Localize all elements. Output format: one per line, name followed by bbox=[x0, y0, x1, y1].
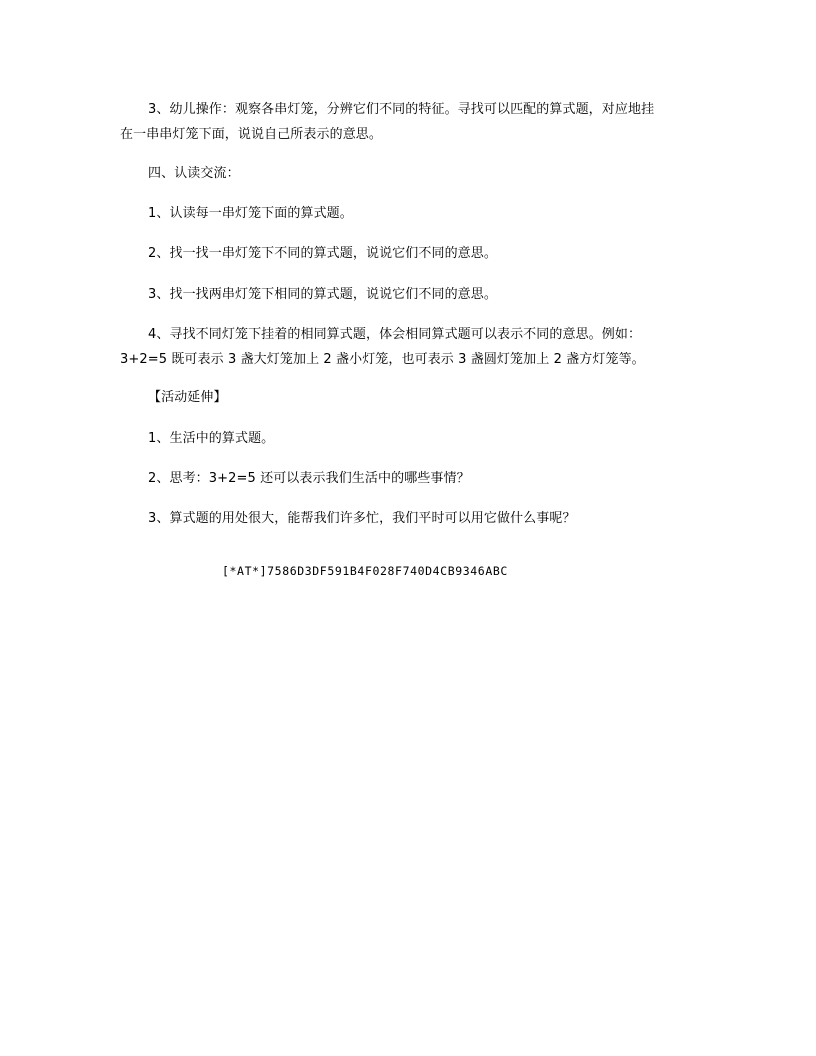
section-heading-reading-exchange: 四、认读交流： bbox=[148, 166, 240, 181]
extension-item-3: 3、算式题的用处很大，能帮我们许多忙，我们平时可以用它做什么事呢？ bbox=[148, 511, 576, 526]
section-heading-activity-extension: 【活动延伸】 bbox=[148, 390, 227, 405]
list-item-3: 3、找一找两串灯笼下相同的算式题，说说它们不同的意思。 bbox=[148, 287, 497, 302]
footer-code: [*AT*]7586D3DF591B4F028F740D4CB9346ABC bbox=[222, 564, 508, 578]
list-item-4-line-1: 4、寻找不同灯笼下挂着的相同算式题，体会相同算式题可以表示不同的意思。例如： bbox=[148, 327, 642, 342]
list-item-1: 1、认读每一串灯笼下面的算式题。 bbox=[148, 206, 353, 221]
extension-item-2: 2、思考：3+2=5 还可以表示我们生活中的哪些事情？ bbox=[148, 471, 470, 486]
paragraph-operation-line-1: 3、幼儿操作：观察各串灯笼，分辨它们不同的特征。寻找可以匹配的算式题，对应地挂 bbox=[148, 102, 655, 117]
extension-item-1: 1、生活中的算式题。 bbox=[148, 431, 275, 446]
paragraph-operation-line-2: 在一串串灯笼下面，说说自己所表示的意思。 bbox=[120, 127, 383, 142]
list-item-2: 2、找一找一串灯笼下不同的算式题，说说它们不同的意思。 bbox=[148, 246, 497, 261]
list-item-4-line-2: 3+2=5 既可表示 3 盏大灯笼加上 2 盏小灯笼，也可表示 3 盏圆灯笼加上 2 盏方灯笼等。 bbox=[120, 352, 645, 367]
